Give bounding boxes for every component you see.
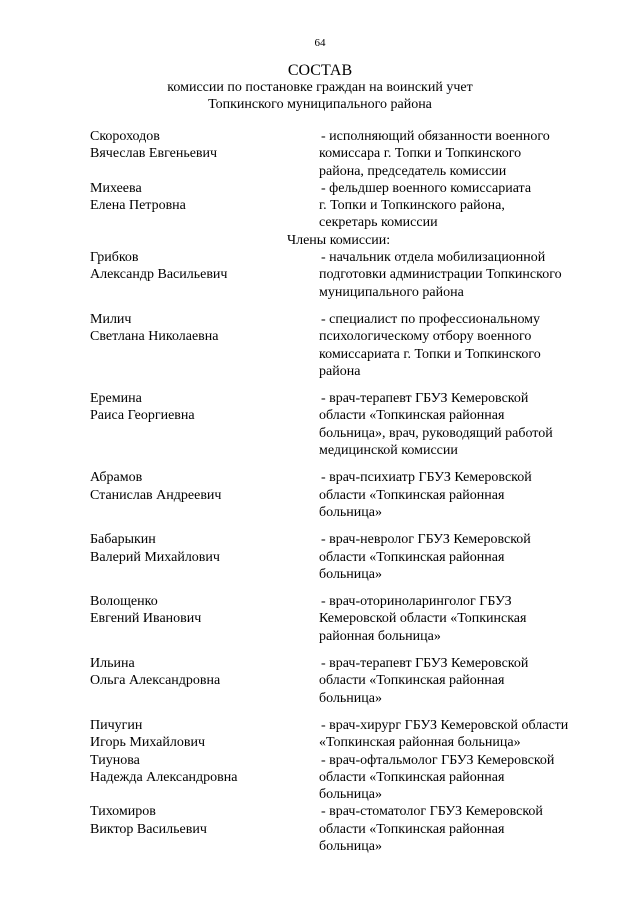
document-title: СОСТАВ: [287, 62, 353, 79]
member-role: [319, 717, 611, 752]
member-role: [319, 593, 611, 645]
commission-entry: [0, 390, 640, 459]
role-line: области «Топкинская районная: [319, 769, 505, 785]
member-surname: Волощенко: [90, 594, 158, 610]
role-line: области «Топкинская районная: [319, 487, 505, 503]
member-name: [0, 717, 319, 752]
role-line: - врач-невролог ГБУЗ Кемеровской: [321, 532, 531, 548]
member-given-names: Станислав Андреевич: [90, 487, 222, 503]
member-name: [0, 803, 319, 855]
member-role: [319, 180, 611, 232]
member-name: [0, 531, 319, 583]
role-line: - врач-терапевт ГБУЗ Кемеровской: [321, 656, 529, 672]
member-role: [319, 469, 611, 521]
role-line: области «Топкинская районная: [319, 821, 505, 837]
commission-entry: [0, 803, 640, 855]
member-given-names: Евгений Иванович: [90, 611, 202, 627]
role-line: подготовки администрации Топкинского: [319, 267, 562, 283]
member-surname: Михеева: [90, 180, 142, 196]
member-surname: Милич: [90, 311, 132, 327]
role-line: - врач-хирург ГБУЗ Кемеровской области: [321, 717, 569, 733]
commission-entry: [0, 655, 640, 707]
commission-entry: [0, 469, 640, 521]
member-name: [0, 390, 319, 459]
role-line: - врач-офтальмолог ГБУЗ Кемеровской: [321, 752, 555, 768]
member-surname: Тихомиров: [90, 804, 156, 820]
page-number: 64: [314, 37, 326, 49]
commission-entry: [0, 752, 640, 804]
role-line: области «Топкинская районная: [319, 673, 505, 689]
role-line: области «Топкинская районная: [319, 408, 505, 424]
role-line: - начальник отдела мобилизационной: [321, 250, 546, 266]
role-line: - врач-психиатр ГБУЗ Кемеровской: [321, 470, 532, 486]
commission-list: [0, 128, 640, 855]
role-line: района: [319, 363, 361, 379]
member-given-names: Виктор Васильевич: [90, 821, 207, 837]
role-line: секретарь комиссии: [319, 215, 438, 231]
document-subtitle-line-1: комиссии по постановке граждан на воинский учет: [167, 80, 473, 95]
member-surname: Скороходов: [90, 129, 160, 144]
member-given-names: Александр Васильевич: [90, 267, 228, 283]
role-line: больница»: [319, 838, 382, 854]
role-line: больница»: [319, 504, 382, 520]
document-subtitle-line-2: Топкинского муниципального района: [208, 97, 432, 112]
member-surname: Тиунова: [90, 752, 140, 768]
member-name: [0, 655, 319, 707]
role-line: больница»: [319, 566, 382, 582]
member-name: [0, 469, 319, 521]
member-name: [0, 752, 319, 804]
commission-entry: [0, 717, 640, 752]
role-line: области «Топкинская районная: [319, 549, 505, 565]
member-given-names: Надежда Александровна: [90, 769, 238, 785]
member-role: [319, 390, 611, 459]
role-line: больница»: [319, 690, 382, 706]
commission-entry: [0, 249, 640, 301]
commission-entry: [0, 531, 640, 583]
member-name: [0, 311, 319, 380]
member-role: [319, 803, 611, 855]
member-role: [319, 531, 611, 583]
role-line: больница», врач, руководящий работой: [319, 425, 553, 441]
member-surname: Ильина: [90, 656, 135, 672]
member-given-names: Раиса Георгиевна: [90, 408, 195, 424]
member-name: [0, 249, 319, 301]
commission-entry: [0, 180, 640, 232]
member-role: [319, 311, 611, 380]
commission-entry: [0, 311, 640, 380]
member-given-names: Вячеслав Евгеньевич: [90, 146, 218, 162]
role-line: муниципального района: [319, 284, 464, 300]
commission-entry: [0, 593, 640, 645]
member-name: [0, 180, 319, 232]
member-given-names: Валерий Михайлович: [90, 549, 220, 565]
role-line: района, председатель комиссии: [319, 163, 507, 179]
role-line: медицинской комиссии: [319, 443, 458, 459]
role-line: больница»: [319, 787, 382, 803]
role-line: Кемеровской области «Топкинская: [319, 611, 527, 627]
commission-entry: [0, 128, 640, 180]
member-name: [0, 593, 319, 645]
member-surname: Еремина: [90, 391, 142, 407]
member-given-names: Светлана Николаевна: [90, 329, 219, 345]
member-name: [0, 128, 319, 180]
role-line: г. Топки и Топкинского района,: [319, 198, 505, 214]
role-line: комиссариата г. Топки и Топкинского: [319, 346, 541, 362]
role-line: комиссара г. Топки и Топкинского: [319, 146, 522, 162]
member-surname: Пичугин: [90, 717, 143, 733]
member-role: [319, 128, 611, 180]
member-surname: Грибков: [90, 250, 139, 266]
role-line: - врач-стоматолог ГБУЗ Кемеровской: [321, 804, 543, 820]
role-line: - врач-терапевт ГБУЗ Кемеровской: [321, 391, 529, 407]
member-role: [319, 655, 611, 707]
members-caption: Члены комиссии:: [287, 232, 391, 248]
role-line: - специалист по профессиональному: [321, 311, 541, 327]
member-given-names: Ольга Александровна: [90, 673, 221, 689]
member-given-names: Елена Петровна: [90, 198, 186, 214]
member-role: [319, 249, 611, 301]
role-line: психологическому отбору военного: [319, 329, 532, 345]
member-role: [319, 752, 611, 804]
member-surname: Бабарыкин: [90, 532, 156, 548]
role-line: - исполняющий обязанности военного: [321, 129, 550, 144]
role-line: - фельдшер военного комиссариата: [321, 180, 532, 196]
member-given-names: Игорь Михайлович: [90, 735, 205, 751]
role-line: - врач-оториноларинголог ГБУЗ: [321, 594, 512, 610]
role-line: районная больница»: [319, 628, 441, 644]
role-line: «Топкинская районная больница»: [319, 735, 521, 751]
member-surname: Абрамов: [90, 470, 143, 486]
